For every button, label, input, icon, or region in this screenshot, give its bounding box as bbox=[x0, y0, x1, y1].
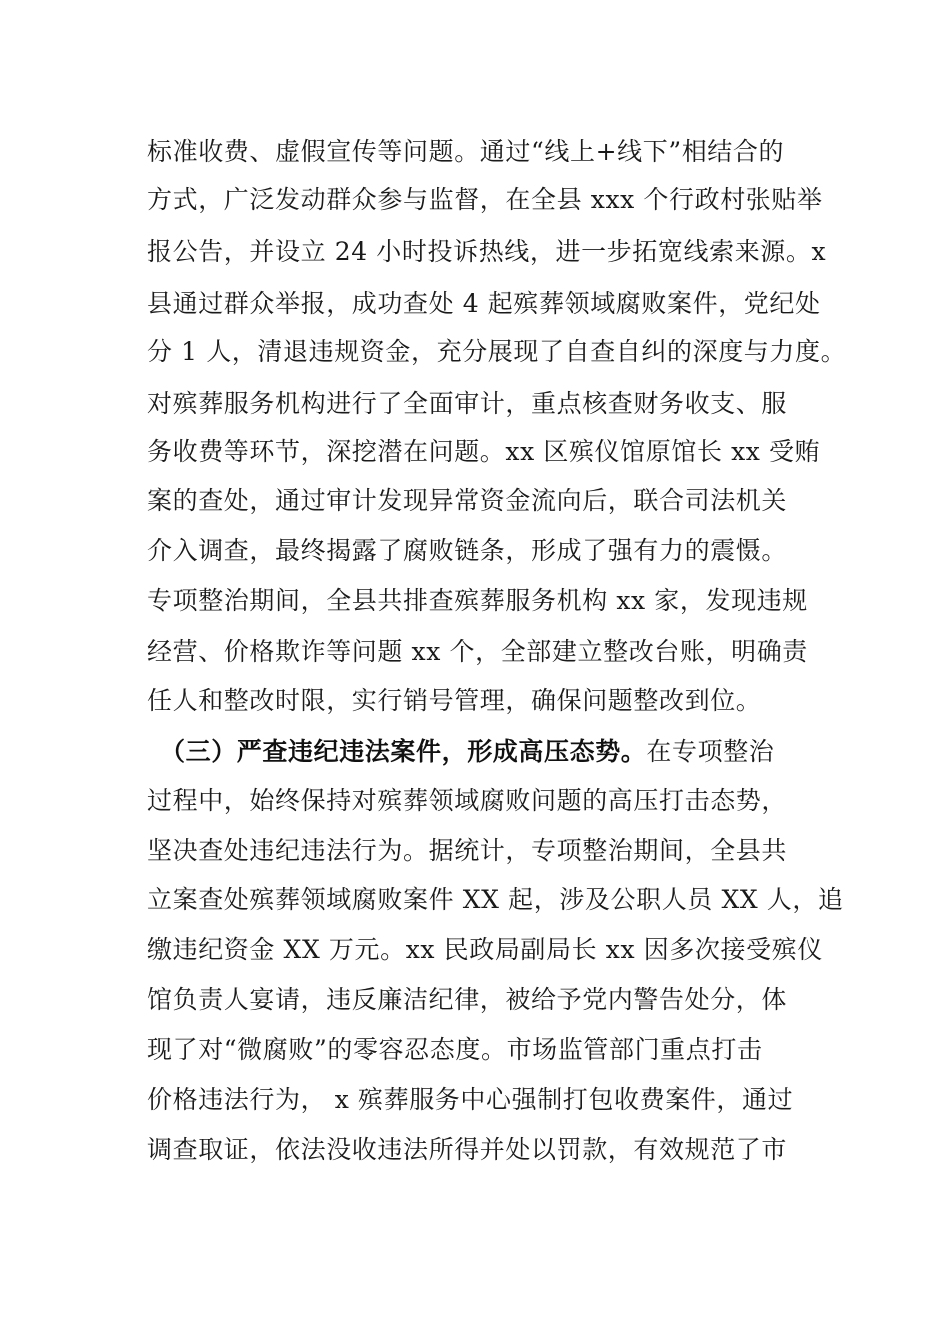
text-line-12: 任人和整改时限，实行销号管理，确保问题整改到位。 bbox=[147, 686, 762, 715]
text-line-13: 过程中，始终保持对殡葬领域腐败问题的高压打击态势， bbox=[147, 786, 788, 815]
section-heading-bold: （三）严查违纪违法案件，形成高压态势。 bbox=[160, 737, 647, 766]
text-line-18: 现了对“微腐败”的零容忍态度。市场监管部门重点打击 bbox=[147, 1035, 763, 1064]
text-line-5: 分 1 人，清退违规资金，充分展现了自查自纠的深度与力度。 bbox=[147, 337, 847, 366]
text-line-8: 案的查处，通过审计发现异常资金流向后，联合司法机关 bbox=[147, 486, 788, 515]
text-line-17: 馆负责人宴请，违反廉洁纪律，被给予党内警告处分，体 bbox=[147, 985, 788, 1014]
text-line-20: 调查取证，依法没收违法所得并处以罚款，有效规范了市 bbox=[147, 1135, 788, 1164]
section-heading-rest: 在专项整治 bbox=[646, 737, 775, 766]
text-line-6: 对殡葬服务机构进行了全面审计，重点核查财务收支、服 bbox=[147, 389, 788, 418]
text-line-4: 县通过群众举报，成功查处 4 起殡葬领域腐败案件，党纪处 bbox=[147, 289, 821, 318]
text-line-10: 专项整治期间，全县共排查殡葬服务机构 xx 家，发现违规 bbox=[147, 586, 808, 615]
text-line-14: 坚决查处违纪违法行为。据统计，专项整治期间，全县共 bbox=[147, 836, 788, 865]
text-line-15: 立案查处殡葬领域腐败案件 XX 起，涉及公职人员 XX 人，追 bbox=[147, 885, 844, 914]
text-line-19: 价格违法行为， x 殡葬服务中心强制打包收费案件，通过 bbox=[147, 1085, 794, 1114]
text-line-3: 报公告，并设立 24 小时投诉热线，进一步拓宽线索来源。x bbox=[147, 237, 827, 266]
text-line-16: 缴违纪资金 XX 万元。xx 民政局副局长 xx 因多次接受殡仪 bbox=[147, 935, 823, 964]
section-heading-line bbox=[160, 737, 774, 767]
text-line-11: 经营、价格欺诈等问题 xx 个，全部建立整改台账，明确责 bbox=[147, 637, 808, 666]
text-line-9: 介入调查，最终揭露了腐败链条，形成了强有力的震慑。 bbox=[147, 536, 788, 565]
text-line-1: 标准收费、虚假宣传等问题。通过“线上+线下”相结合的 bbox=[147, 137, 785, 166]
text-line-7: 务收费等环节，深挖潜在问题。xx 区殡仪馆原馆长 xx 受贿 bbox=[147, 437, 821, 466]
text-line-2: 方式，广泛发动群众参与监督，在全县 xxx 个行政村张贴举 bbox=[147, 185, 823, 214]
